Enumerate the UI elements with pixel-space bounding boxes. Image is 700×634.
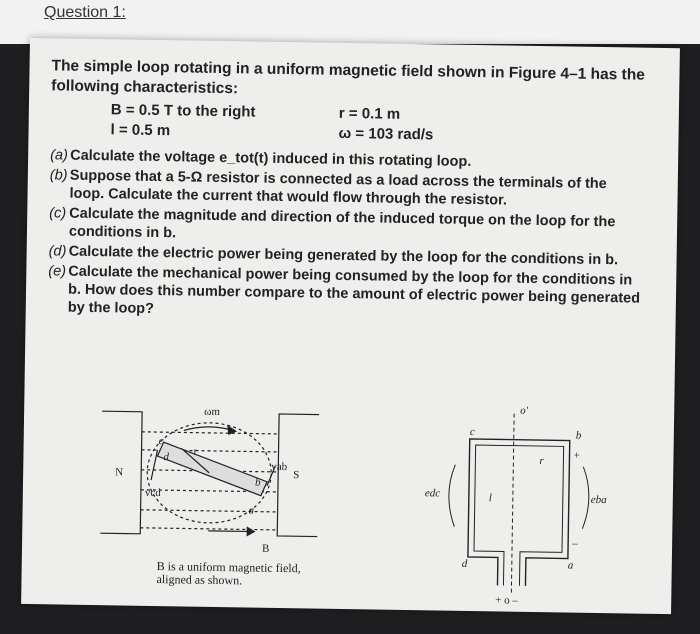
label-v-cd: vcd — [144, 486, 161, 500]
figure-caption: B is a uniform magnetic field, aligned as shown. — [156, 559, 301, 588]
label-plus: + — [573, 449, 580, 462]
part-e-text: Calculate the mechanical power being consumed by the loop for the conditions in b. How does this number compare to the amount of electric power being generated by the loop? — [67, 263, 641, 317]
label-S: S — [293, 469, 300, 482]
question-label: Question 1: — [44, 4, 126, 21]
param-l: l = 0.5 m — [110, 121, 171, 140]
label-N: N — [115, 466, 124, 479]
label-a: a — [248, 504, 255, 517]
figure-4-1 — [21, 38, 680, 614]
label-minus: – — [572, 537, 578, 550]
label-omega-m: ωm — [204, 405, 221, 419]
label-b: b — [254, 476, 261, 489]
label-terminal: + o – — [495, 594, 519, 607]
part-b-tag: (b) — [49, 167, 68, 184]
part-a-text: Calculate the voltage e_tot(t) induced in this rotating loop. — [70, 147, 472, 170]
label-a: a — [567, 559, 574, 572]
label-e-ba: eba — [590, 493, 607, 507]
loop-outer — [467, 439, 569, 587]
param-omega: ω = 103 rad/s — [338, 124, 434, 144]
param-r: r = 0.1 m — [338, 104, 401, 123]
label-v-ab: vab — [271, 460, 288, 474]
loop-inner — [473, 445, 563, 586]
part-b-text: Suppose that a 5-Ω resistor is connected as a load across the terminals of the loop. Calculate the current that would flow through the resistor. — [69, 167, 607, 209]
e-ba-brace — [582, 467, 589, 529]
problem-intro: The simple loop rotating in a uniform magnetic field shown in Figure 4–1 has the following characteristics: — [51, 57, 646, 98]
label-c: c — [158, 435, 164, 448]
part-e-tag: (e) — [48, 263, 67, 280]
textbook-page — [21, 38, 680, 614]
label-d: d — [163, 451, 170, 464]
right-loop-diagram — [423, 403, 609, 608]
part-c-text: Calculate the magnitude and direction of the induced torque on the loop for the conditions in b. — [68, 205, 616, 242]
part-d-tag: (d) — [48, 243, 67, 260]
loop-conductor — [157, 442, 268, 496]
label-r: r — [193, 445, 198, 458]
top-strip — [0, 0, 700, 44]
label-e-dc: edc — [424, 487, 441, 500]
left-loop-diagram — [100, 404, 319, 555]
part-a-tag: (a) — [50, 147, 69, 164]
part-d-text: Calculate the electric power being generated by the loop for the conditions in b. — [68, 243, 619, 269]
e-dc-brace — [448, 465, 455, 527]
label-d: d — [461, 557, 468, 570]
field-line — [140, 528, 277, 530]
field-line — [141, 510, 278, 512]
param-B: B = 0.5 T to the right — [110, 101, 256, 121]
label-o-prime: o' — [520, 404, 529, 417]
rotation-axis — [511, 414, 514, 594]
label-l: l — [488, 492, 492, 505]
label-b: b — [575, 429, 582, 442]
part-c-tag: (c) — [49, 205, 67, 222]
label-B: B — [261, 542, 270, 555]
field-line — [142, 432, 279, 434]
arrowhead — [247, 527, 254, 535]
label-c: c — [469, 425, 475, 439]
label-r: r — [539, 455, 544, 468]
